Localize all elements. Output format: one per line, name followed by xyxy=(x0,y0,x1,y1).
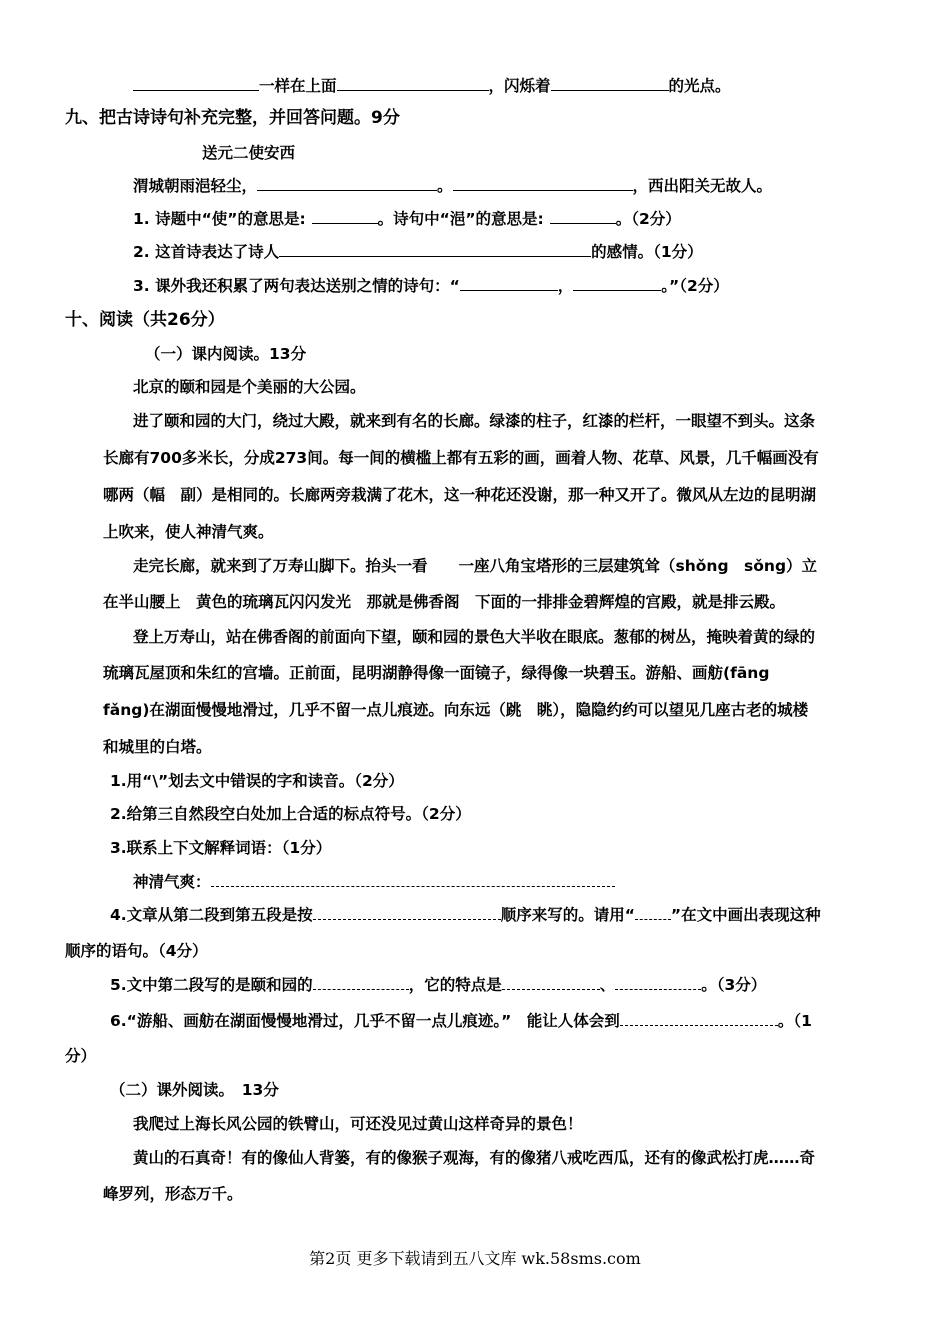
question-3-word: 神清气爽： xyxy=(133,872,615,892)
q4-line-sample xyxy=(635,907,671,920)
question-5: 5.文中第二段写的是颐和园的 ，它的特点是 、 。（3分） xyxy=(110,976,767,994)
question-4-line-2: 顺序的语句。（4分） xyxy=(65,942,208,960)
passage-para-3-line-1: 走完长廊，就来到了万寿山脚下。抬头一看 一座八角宝塔形的三层建筑耸（shǒng sǒng）立 xyxy=(133,557,818,575)
question-6: 6.“游船、画舫在湖面慢慢地滑过，几乎不留一点儿痕迹。” 能让人体会到 。（1 xyxy=(110,1012,812,1030)
q8-fill-line: 一样在上面 ，闪烁着 的光点。 xyxy=(133,76,731,96)
part1-title: （一）课内阅读。13分 xyxy=(145,345,307,363)
q9-3-blank-a[interactable] xyxy=(460,276,558,291)
reading-para-1: 我爬过上海长风公园的铁臂山，可还没见过黄山这样奇异的景色！ xyxy=(133,1115,583,1133)
passage-para-2-line-3: 哪两（幅 副）是相同的。长廊两旁栽满了花木，这一种花还没谢，那一种又开了。微风从左边的昆明湖 xyxy=(103,486,817,504)
passage-para-4-line-1: 登上万寿山，站在佛香阁的前面向下望，颐和园的景色大半收在眼底。葱郁的树丛，掩映着黄的绿的 xyxy=(133,628,816,646)
q9-1-blank-a[interactable] xyxy=(312,209,378,224)
q9-heading: 九、把古诗诗句补充完整，并回答问题。9分 xyxy=(65,108,400,128)
question-2: 2.给第三自然段空白处加上合适的标点符号。（2分） xyxy=(110,805,471,823)
question-3: 3.联系上下文解释词语：（1分） xyxy=(110,839,332,857)
passage-para-4-line-3: fǎng)在湖面慢慢地滑过，几乎不留一点儿痕迹。向东远（跳 眺），隐隐约约可以望见几座古老的城楼 xyxy=(103,701,809,719)
part2-title: （二）课外阅读。 13分 xyxy=(110,1081,279,1099)
q9-item-1: 1. 诗题中“使”的意思是: 。诗句中“浥”的意思是: 。（2分） xyxy=(133,210,681,228)
question-6-line-2: 分） xyxy=(65,1047,97,1065)
reading-para-2-line-2: 峰罗列，形态万千。 xyxy=(103,1185,243,1203)
q9-2-blank[interactable] xyxy=(279,242,591,257)
q4-blank[interactable] xyxy=(313,907,501,920)
passage-para-2-line-2: 长廊有700多米长，分成273间。每一间的横槛上都有五彩的画，画着人物、花草、风景，几千幅画没有 xyxy=(103,449,819,467)
question-4: 4.文章从第二段到第五段是按 顺序来写的。请用“ ”在文中画出表现这种 xyxy=(110,906,821,924)
q5-blank-2[interactable] xyxy=(502,977,600,990)
q10-heading: 十、阅读（共26分） xyxy=(65,310,225,330)
passage-para-3-line-2: 在半山腰上 黄色的琉璃瓦闪闪发光 那就是佛香阁 下面的一排排金碧辉煌的宫殿，就是排云殿。 xyxy=(103,593,786,611)
page-footer: 第2页 更多下载请到五八文库 wk.58sms.com xyxy=(309,1249,641,1268)
reading-para-2-line-1: 黄山的石真奇！有的像仙人背篓，有的像猴子观海，有的像猪八戒吃西瓜，还有的像武松打虎……奇 xyxy=(133,1149,816,1167)
poem-line: 渭城朝雨浥轻尘， 。 ，西出阳关无故人。 xyxy=(133,177,773,195)
q9-1-blank-b[interactable] xyxy=(550,209,616,224)
q6-blank[interactable] xyxy=(620,1013,778,1026)
q5-blank-1[interactable] xyxy=(313,977,409,990)
q9-3-blank-b[interactable] xyxy=(573,276,661,291)
q9-item-2: 2. 这首诗表达了诗人 的感情。（1分） xyxy=(133,243,703,261)
q8-blank-1[interactable] xyxy=(133,76,259,91)
passage-para-4-line-4: 和城里的白塔。 xyxy=(103,738,212,756)
passage-para-1: 北京的颐和园是个美丽的大公园。 xyxy=(133,378,366,396)
q9-item-3: 3. 课外我还积累了两句表达送别之情的诗句：“ ， 。”（2分） xyxy=(133,277,729,295)
poem-title: 送元二使安西 xyxy=(202,144,296,162)
q5-blank-3[interactable] xyxy=(615,977,701,990)
poem-blank-2[interactable] xyxy=(453,176,633,191)
question-1: 1.用“\”划去文中错误的字和读音。（2分） xyxy=(110,772,404,790)
q8-blank-2[interactable] xyxy=(337,76,489,91)
q3-answer-blank[interactable] xyxy=(211,874,615,887)
passage-para-2-line-4: 上吹来，使人神清气爽。 xyxy=(103,523,274,541)
passage-para-2-line-1: 进了颐和园的大门，绕过大殿，就来到有名的长廊。绿漆的柱子，红漆的栏杆，一眼望不到头。这条 xyxy=(133,412,816,430)
q8-blank-3[interactable] xyxy=(551,76,669,91)
poem-blank-1[interactable] xyxy=(257,176,437,191)
passage-para-4-line-2: 琉璃瓦屋顶和朱红的宫墙。正前面，昆明湖静得像一面镜子，绿得像一块碧玉。游船、画舫(fāng xyxy=(103,664,770,682)
